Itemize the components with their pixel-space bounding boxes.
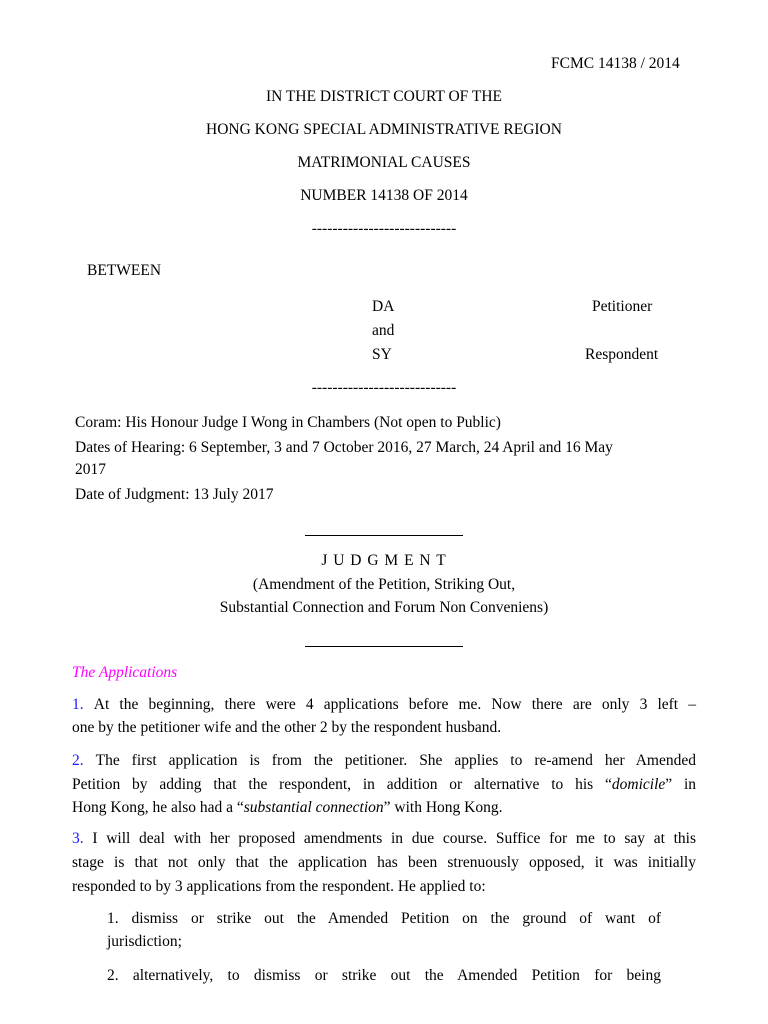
court-title-line3: MATRIMONIAL CAUSES <box>297 154 471 171</box>
case-number: FCMC 14138 / 2014 <box>551 55 680 72</box>
paragraph-2-line2: Petition by adding that the respondent, in addition or alternative to his “domicile” in <box>72 776 697 793</box>
divider-top: ---------------------------- <box>311 220 457 237</box>
paragraph-number: 3. <box>72 830 84 847</box>
respondent-role: Respondent <box>585 346 659 363</box>
judgment-date: Date of Judgment: 13 July 2017 <box>75 486 274 503</box>
hearing-dates-line2: 2017 <box>75 461 106 478</box>
court-title-line1: IN THE DISTRICT COURT OF THE <box>265 88 503 105</box>
paragraph-number: 2. <box>72 752 84 769</box>
coram: Coram: His Honour Judge I Wong in Chambers (Not open to Public) <box>75 414 501 431</box>
sub-item-2-line1: 2. alternatively, to dismiss or strike out the Amended Petition for being <box>107 967 661 984</box>
and-label: and <box>372 322 395 339</box>
between-label: BETWEEN <box>87 262 162 279</box>
divider-bottom: ---------------------------- <box>311 379 457 396</box>
petitioner-name: DA <box>372 298 395 315</box>
sub-item-1-line2: jurisdiction; <box>107 933 182 950</box>
paragraph-3-line1: 3. I will deal with her proposed amendments in due course. Suffice for me to say at this <box>72 830 696 847</box>
court-title-line2: HONG KONG SPECIAL ADMINISTRATIVE REGION <box>206 121 562 138</box>
petitioner-role: Petitioner <box>592 298 653 315</box>
hearing-dates-line1: Dates of Hearing: 6 September, 3 and 7 October 2016, 27 March, 24 April and 16 May <box>75 439 613 456</box>
title-rule-top <box>305 535 463 536</box>
title-rule-bottom <box>305 646 463 647</box>
paragraph-number: 1. <box>72 696 84 713</box>
judgment-subtitle-line2: Substantial Connection and Forum Non Conveniens) <box>219 599 549 616</box>
paragraph-3-line2: stage is that not only that the application has been strenuously opposed, it was initially <box>72 854 696 871</box>
judgment-subtitle-line1: (Amendment of the Petition, Striking Out, <box>252 576 516 593</box>
paragraph-2-line1: 2. The first application is from the petitioner. She applies to re-amend her Amended <box>72 752 696 769</box>
judgment-title: J U D G M E N T <box>321 552 447 569</box>
paragraph-1-line2: one by the petitioner wife and the other 2 by the respondent husband. <box>72 719 502 736</box>
section-heading: The Applications <box>72 664 178 681</box>
respondent-name: SY <box>372 346 392 363</box>
sub-item-1-line1: 1. dismiss or strike out the Amended Petition on the ground of want of <box>107 910 662 927</box>
court-title-line4: NUMBER 14138 OF 2014 <box>300 187 468 204</box>
paragraph-2-line3: Hong Kong, he also had a “substantial connection” with Hong Kong. <box>72 799 503 816</box>
paragraph-1-line1: 1. At the beginning, there were 4 applications before me. Now there are only 3 left – <box>72 696 696 713</box>
paragraph-3-line3: responded to by 3 applications from the respondent. He applied to: <box>72 878 486 895</box>
